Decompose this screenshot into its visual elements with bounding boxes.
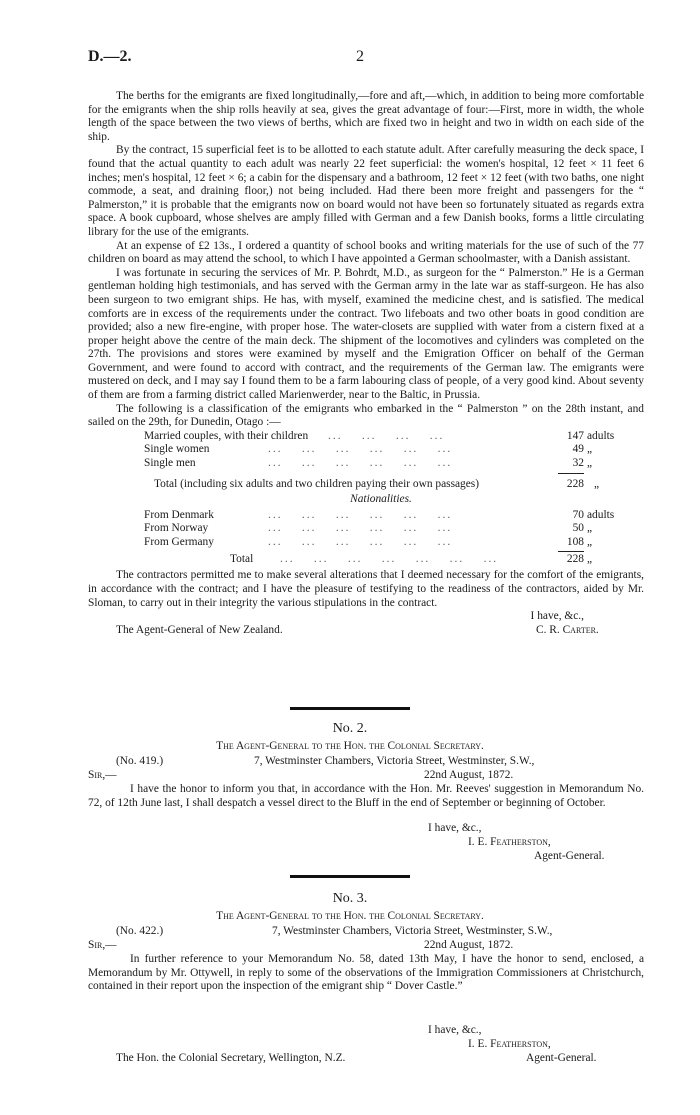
- row-label: Married couples, with their children: [144, 429, 309, 442]
- report-signature-line: [88, 624, 644, 638]
- row-unit: „: [587, 457, 593, 470]
- total-rule: [558, 473, 584, 474]
- letter-2-sign-off: I have, &c.,: [428, 822, 482, 834]
- nationalities-total: [88, 553, 644, 569]
- letter-2-ref: (No. 419.): [116, 755, 164, 767]
- row-label: From Germany: [144, 535, 214, 548]
- letter-2-title: Agent-General.: [534, 850, 605, 862]
- paragraph-classification-intro: The following is a classification of the emigrants who embarked in the “ Palmerston ” on the 28th instant, and sailed on the 29th, for Dunedin, Otago :—: [88, 402, 644, 429]
- leader-dots: ... ... ... ... ... ...: [268, 443, 453, 456]
- total-value: 228: [566, 477, 584, 490]
- row-unit: „: [587, 522, 593, 535]
- paragraph-closing: The contractors permitted me to make several alterations that I deemed necessary for the comfort of the emigrants, in accordance with the contract; and I have the pleasure of testifying to the readiness of the contractors, aided by Mr. Sloman, to carry out in their integrity the various stipulations in the contract.: [88, 569, 644, 609]
- leader-dots: ... ... ... ... ... ... ...: [280, 553, 499, 566]
- letter-3-number: No. 3.: [332, 891, 368, 906]
- leader-dots: ... ... ... ... ... ...: [268, 457, 453, 470]
- letter-2-salutation: Sir,—: [88, 769, 117, 781]
- paragraph-berths: The berths for the emigrants are fixed longitudinally,—fore and aft,—which, in addition to being more comfortable for the emigrants when the ship rolls heavily at sea, gives the great advantage of four:—First, more in width, the whole length of the space between the two views of berths, which are fixed two in height and two in width on each side of the ship.: [88, 90, 644, 143]
- row-label: From Norway: [144, 522, 209, 535]
- leader-dots: ... ... ... ... ... ...: [268, 535, 453, 548]
- letter-3-title: Agent-General.: [526, 1052, 597, 1064]
- row-unit: adults: [587, 429, 615, 442]
- classification-total: [88, 475, 644, 493]
- total-value: 228: [566, 553, 584, 566]
- section-divider: [290, 707, 410, 710]
- row-value: 70: [572, 508, 584, 521]
- paragraph-deck-space: By the contract, 15 superficial feet is to be allotted to each statute adult. After carefully measuring the deck space, I found that the actual quantity to each adult was nearly 22 feet superficial: the women's hospital, 12 feet × 11 feet 6 inches; men's hospital, 12 feet × 6; a cabin for the dispensary and a bathroom, 12 feet × 12 feet (with two baths, one night commode, a seat, and draining floor,) not being included. Had there been more freight and passengers for the “ Palmerston,” it is probable that the emigrants now on board would not have been so fortunately situated as regards extra space. A book cupboard, whose shelves are amply filled with German and a few Danish books, forms a little circulating library for the use of the emigrants.: [88, 144, 644, 238]
- report-sign-off: I have, &c.,: [530, 610, 584, 623]
- nationalities-table: [88, 509, 644, 570]
- classification-table: [88, 430, 644, 493]
- total-label: Total (including six adults and two children paying their own passages): [154, 477, 480, 490]
- row-label: Single women: [144, 443, 210, 456]
- row-label: Single men: [144, 457, 196, 470]
- letter-3-ref: (No. 422.): [116, 925, 164, 937]
- row-value: 50: [572, 522, 584, 535]
- letter-3-body: In further reference to your Memorandum No. 58, dated 13th May, I have the honor to send, enclosed, a Memorandum by Mr. Ottywell, in reply to some of the observations of the Immigration Commissioners at Christchurch, contained in their report upon the inspection of the emigrant ship “ Dover Castle.”: [88, 953, 644, 993]
- nationality-row: [88, 522, 644, 536]
- letter-3-address: 7, Westminster Chambers, Victoria Street, Westminster, S.W.,: [272, 925, 553, 937]
- leader-dots: ... ... ... ...: [328, 429, 445, 442]
- letter-3-salutation: Sir,—: [88, 939, 117, 951]
- row-label: From Denmark: [144, 508, 214, 521]
- paragraph-surgeon: I was fortunate in securing the services of Mr. P. Bohrdt, M.D., as surgeon for the “ Palmerston.” He is a German gentleman holding high testimonials, and has served with the German army in the late war as staff-surgeon. He has also been surgeon to two emigrant ships. He has, with myself, examined the medicine chest, and is satisfied. The medical comforts are in excess of the requirements under the contract. Two lifeboats and two other boats in good condition are provided; also a new fire-engine, with proper hose. The water-closets are supplied with water from a cistern fixed at a proper height above the centre of the main deck. The shipment of the locomotives and cylinders was completed on the 27th. The provisions and stores were examined by myself and the Emigration Officer on behalf of the German Government, and were found to accord with contract, and the requirements of the German law. The emigrants were mustered on deck, and I may say I found them to be a farm labouring class of people, of a very good kind. About seventy of them are from a farming district called Marienwerder, near to the Baltic, in Prussia.: [88, 266, 644, 402]
- row-value: 147: [566, 429, 584, 442]
- total-label: Total: [230, 553, 254, 566]
- total-unit: „: [587, 553, 593, 566]
- letter-3-date: 22nd August, 1872.: [424, 939, 514, 951]
- classification-row: [88, 430, 644, 444]
- letter-2-heading: The Agent-General to the Hon. the Colonial Secretary.: [216, 740, 484, 752]
- letter-2-signature: I. E. Featherston,: [468, 836, 551, 848]
- report-body: [88, 90, 644, 638]
- nationalities-heading: Nationalities.: [350, 492, 412, 505]
- letter-2-body-wrap: [88, 783, 644, 810]
- total-rule: [558, 551, 584, 552]
- row-value: 108: [566, 535, 584, 548]
- classification-row: [88, 457, 644, 471]
- section-divider: [290, 875, 410, 878]
- nationality-row: [88, 536, 644, 550]
- letter-3-heading: The Agent-General to the Hon. the Colonial Secretary.: [216, 910, 484, 922]
- nationality-row: [88, 509, 644, 523]
- total-unit: „: [594, 477, 600, 490]
- leader-dots: ... ... ... ... ... ...: [268, 522, 453, 535]
- row-unit: adults: [587, 508, 615, 521]
- letter-2-date: 22nd August, 1872.: [424, 769, 514, 781]
- document-reference: D.—2.: [88, 48, 132, 65]
- classification-row: [88, 443, 644, 457]
- letter-3-sign-off: I have, &c.,: [428, 1024, 482, 1036]
- letter-3-addressee: The Hon. the Colonial Secretary, Wellington, N.Z.: [116, 1052, 346, 1064]
- report-addressee: The Agent-General of New Zealand.: [116, 623, 283, 636]
- report-signature: C. R. Carter.: [536, 623, 599, 636]
- letter-2-address: 7, Westminster Chambers, Victoria Street, Westminster, S.W.,: [254, 755, 535, 767]
- row-value: 32: [572, 457, 584, 470]
- row-value: 49: [572, 443, 584, 456]
- leader-dots: ... ... ... ... ... ...: [268, 508, 453, 521]
- paragraph-school-books: At an expense of £2 13s., I ordered a quantity of school books and writing materials for the use of such of the 77 children on board as may attend the school, to which I have appointed a German schoolmaster, with a Danish assistant.: [88, 239, 644, 266]
- row-unit: „: [587, 535, 593, 548]
- page-number: 2: [356, 48, 364, 65]
- letter-2-number: No. 2.: [332, 721, 368, 736]
- letter-3-signature: I. E. Featherston,: [468, 1038, 551, 1050]
- row-unit: „: [587, 443, 593, 456]
- letter-3-body-wrap: [88, 953, 644, 994]
- letter-2-body: I have the honor to inform you that, in accordance with the Hon. Mr. Reeves' suggestion in Memorandum No. 72, of 12th June last, I shall despatch a vessel direct to the Bluff in the end of September or beginning of October.: [88, 783, 644, 809]
